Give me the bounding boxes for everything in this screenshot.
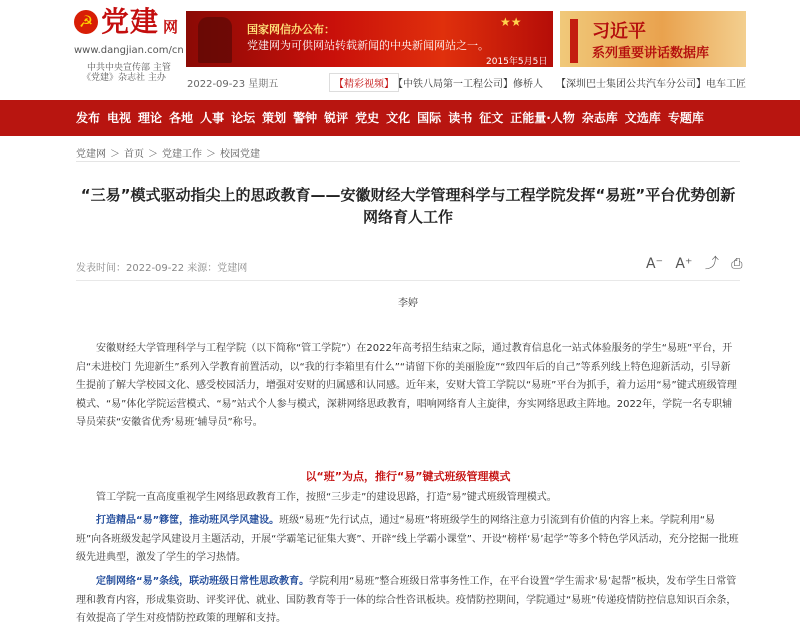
breadcrumb <box>76 145 264 160</box>
logo-emblem-icon[interactable] <box>74 10 98 34</box>
nav-item[interactable]: 论坛 <box>231 111 256 125</box>
font-increase-icon[interactable]: A⁺ <box>675 256 693 272</box>
site-logo-text[interactable]: 党建 <box>101 5 160 38</box>
nav-item[interactable]: 文选库 <box>624 111 661 125</box>
banner-text: 党建网为可供网站转载新闻的中央新闻网站之一。 <box>247 39 489 52</box>
nav-item[interactable]: 各地 <box>169 111 194 125</box>
crumb-home-site[interactable]: 党建网 <box>76 149 106 160</box>
article-meta: 发表时间：2022-09-22 来源：党建网 <box>76 263 248 274</box>
banner-date: 2015年5月5日 <box>486 57 548 67</box>
article-paragraph-1: 安徽财经大学管理科学与工程学院（以下简称“管工学院”）在2022年高考招生结束之际，通过教育信息化一站式体验服务的学生“易班”平台，开启“未进校门 先迎新生”系列入学教育前置活动，以“我的行李箱里有什么”“请留下你的美丽脸庞”“致四年后的自己”等系列线上特色迎新活动，引导新生提前了解大学校园文化、感受校园活力，增强对安财的归属感和认同感。近年来，安财大管工学院以“易班”平台为抓手，着力运用“易”键式班级管理模式、“易”体化学院运营模式、“易”站式个人参与模式，深耕网络思政教育，唱响网络育人主旋律，夯实网络思政主阵地。2022年，学院一名专职辅导员荣获“安徽省优秀‘易班’辅导员”称号。 <box>76 343 737 428</box>
paragraph-4-lead: 定制网络“易”条线，联动班级日常性思政教育。 <box>96 576 310 587</box>
speech-database-banner[interactable] <box>560 11 746 67</box>
tower-icon <box>570 19 578 63</box>
main-nav <box>0 100 800 136</box>
nav-item[interactable]: 策划 <box>262 111 287 125</box>
banner2-title: 习近平 <box>592 21 646 42</box>
article-title: “三易”模式驱动指尖上的思政教育——安徽财经大学管理科学与工程学院发挥“易班”平台优势创新网络育人工作 <box>80 186 736 226</box>
current-date: 2022-09-23 星期五 <box>187 79 279 90</box>
nav-item[interactable]: 国际 <box>417 111 442 125</box>
site-url: www.dangjian.com/cn <box>74 45 184 56</box>
featured-video-link[interactable]: 【精彩视频】 <box>329 73 399 92</box>
nav-item[interactable]: 专题库 <box>667 111 704 125</box>
print-icon[interactable]: ⎙ <box>731 256 743 272</box>
lion-statue-icon <box>198 17 232 63</box>
crumb-home[interactable]: 首页 <box>124 149 144 160</box>
announcement-banner[interactable] <box>186 11 553 67</box>
nav-item[interactable]: 读书 <box>448 111 473 125</box>
article-paragraph-4 <box>76 573 740 629</box>
crumb-party-work[interactable]: 党建工作 <box>162 149 202 160</box>
crumb-campus[interactable]: 校园党建 <box>220 149 260 160</box>
nav-item[interactable]: 理论 <box>138 111 163 125</box>
nav-item[interactable]: 发布 <box>76 111 101 125</box>
nav-item[interactable]: 党史 <box>355 111 380 125</box>
font-decrease-icon[interactable]: A⁻ <box>646 256 663 272</box>
article-tools <box>646 253 751 273</box>
section-heading: 以“班”为点，推行“易”键式班级管理模式 <box>305 470 511 483</box>
nav-item[interactable]: 杂志库 <box>581 111 618 125</box>
featured-link-2[interactable]: 【深圳巴士集团公共汽车分公司】电车工匠 <box>556 79 746 90</box>
article-author: 李婷 <box>398 298 418 309</box>
nav-item[interactable]: 正能量·人物 <box>510 111 575 125</box>
emblem-glyph: ☭ <box>78 12 94 31</box>
featured-link-1[interactable]: 【中铁八局第一工程公司】修桥人 <box>393 79 543 90</box>
sponsor-line-1: 中共中央宣传部 主管 <box>87 63 171 73</box>
banner2-subtitle: 系列重要讲话数据库 <box>592 46 710 61</box>
crumb-sep: ＞ <box>148 149 158 160</box>
nav-item[interactable]: 警钟 <box>293 111 318 125</box>
paragraph-4-body: 学院利用“易班”整合班级日常事务性工作，在平台设置“学生需求‘易’起帮”板块，发布学生日常管理和教育内容，形成集资助、评奖评优、就业、国防教育等于一体的综合性咨讯板块。疫情防控期间，学院通过“易班”传递疫情防控信息知识百余条，有效提高了学生对疫情防控政策的理解和支持。 <box>76 576 737 624</box>
divider <box>76 161 740 162</box>
divider <box>76 280 740 281</box>
stars-icon: ★★ <box>500 15 522 29</box>
paragraph-3-body: 班级“易班”先行试点，通过“易班”将班级学生的网络注意力引流到有价值的内容上来。学院利用“易班”向各班级发起学风建设月主题活动，开展“学霸笔记征集大赛”、开辟“线上学霸小课堂”、开设“榜样‘易’起学”等多个特色学风活动，充分挖掘一批班级先进典型，激发了学生的学习热情。 <box>76 515 739 563</box>
article-paragraph-2: 管工学院一直高度重视学生网络思政教育工作，按照“三步走”的建设思路，打造“易”键式班级管理模式。 <box>96 492 557 503</box>
sponsor-line-2: 《党建》杂志社 主办 <box>82 73 166 83</box>
crumb-sep: ＞ <box>206 149 216 160</box>
paragraph-3-lead: 打造精品“易”簃筐，推动班风学风建设。 <box>96 515 280 526</box>
nav-item[interactable]: 人事 <box>200 111 225 125</box>
nav-item[interactable]: 电视 <box>107 111 132 125</box>
crumb-sep: ＞ <box>110 149 120 160</box>
nav-item[interactable]: 文化 <box>386 111 411 125</box>
nav-item[interactable]: 锐评 <box>324 111 349 125</box>
banner-headline: 国家网信办公布： <box>247 23 335 36</box>
nav-item[interactable]: 征文 <box>479 111 504 125</box>
share-icon[interactable]: ⤴ <box>704 256 719 272</box>
site-logo-suffix[interactable]: 网 <box>163 18 179 36</box>
article-paragraph-3 <box>76 512 740 568</box>
